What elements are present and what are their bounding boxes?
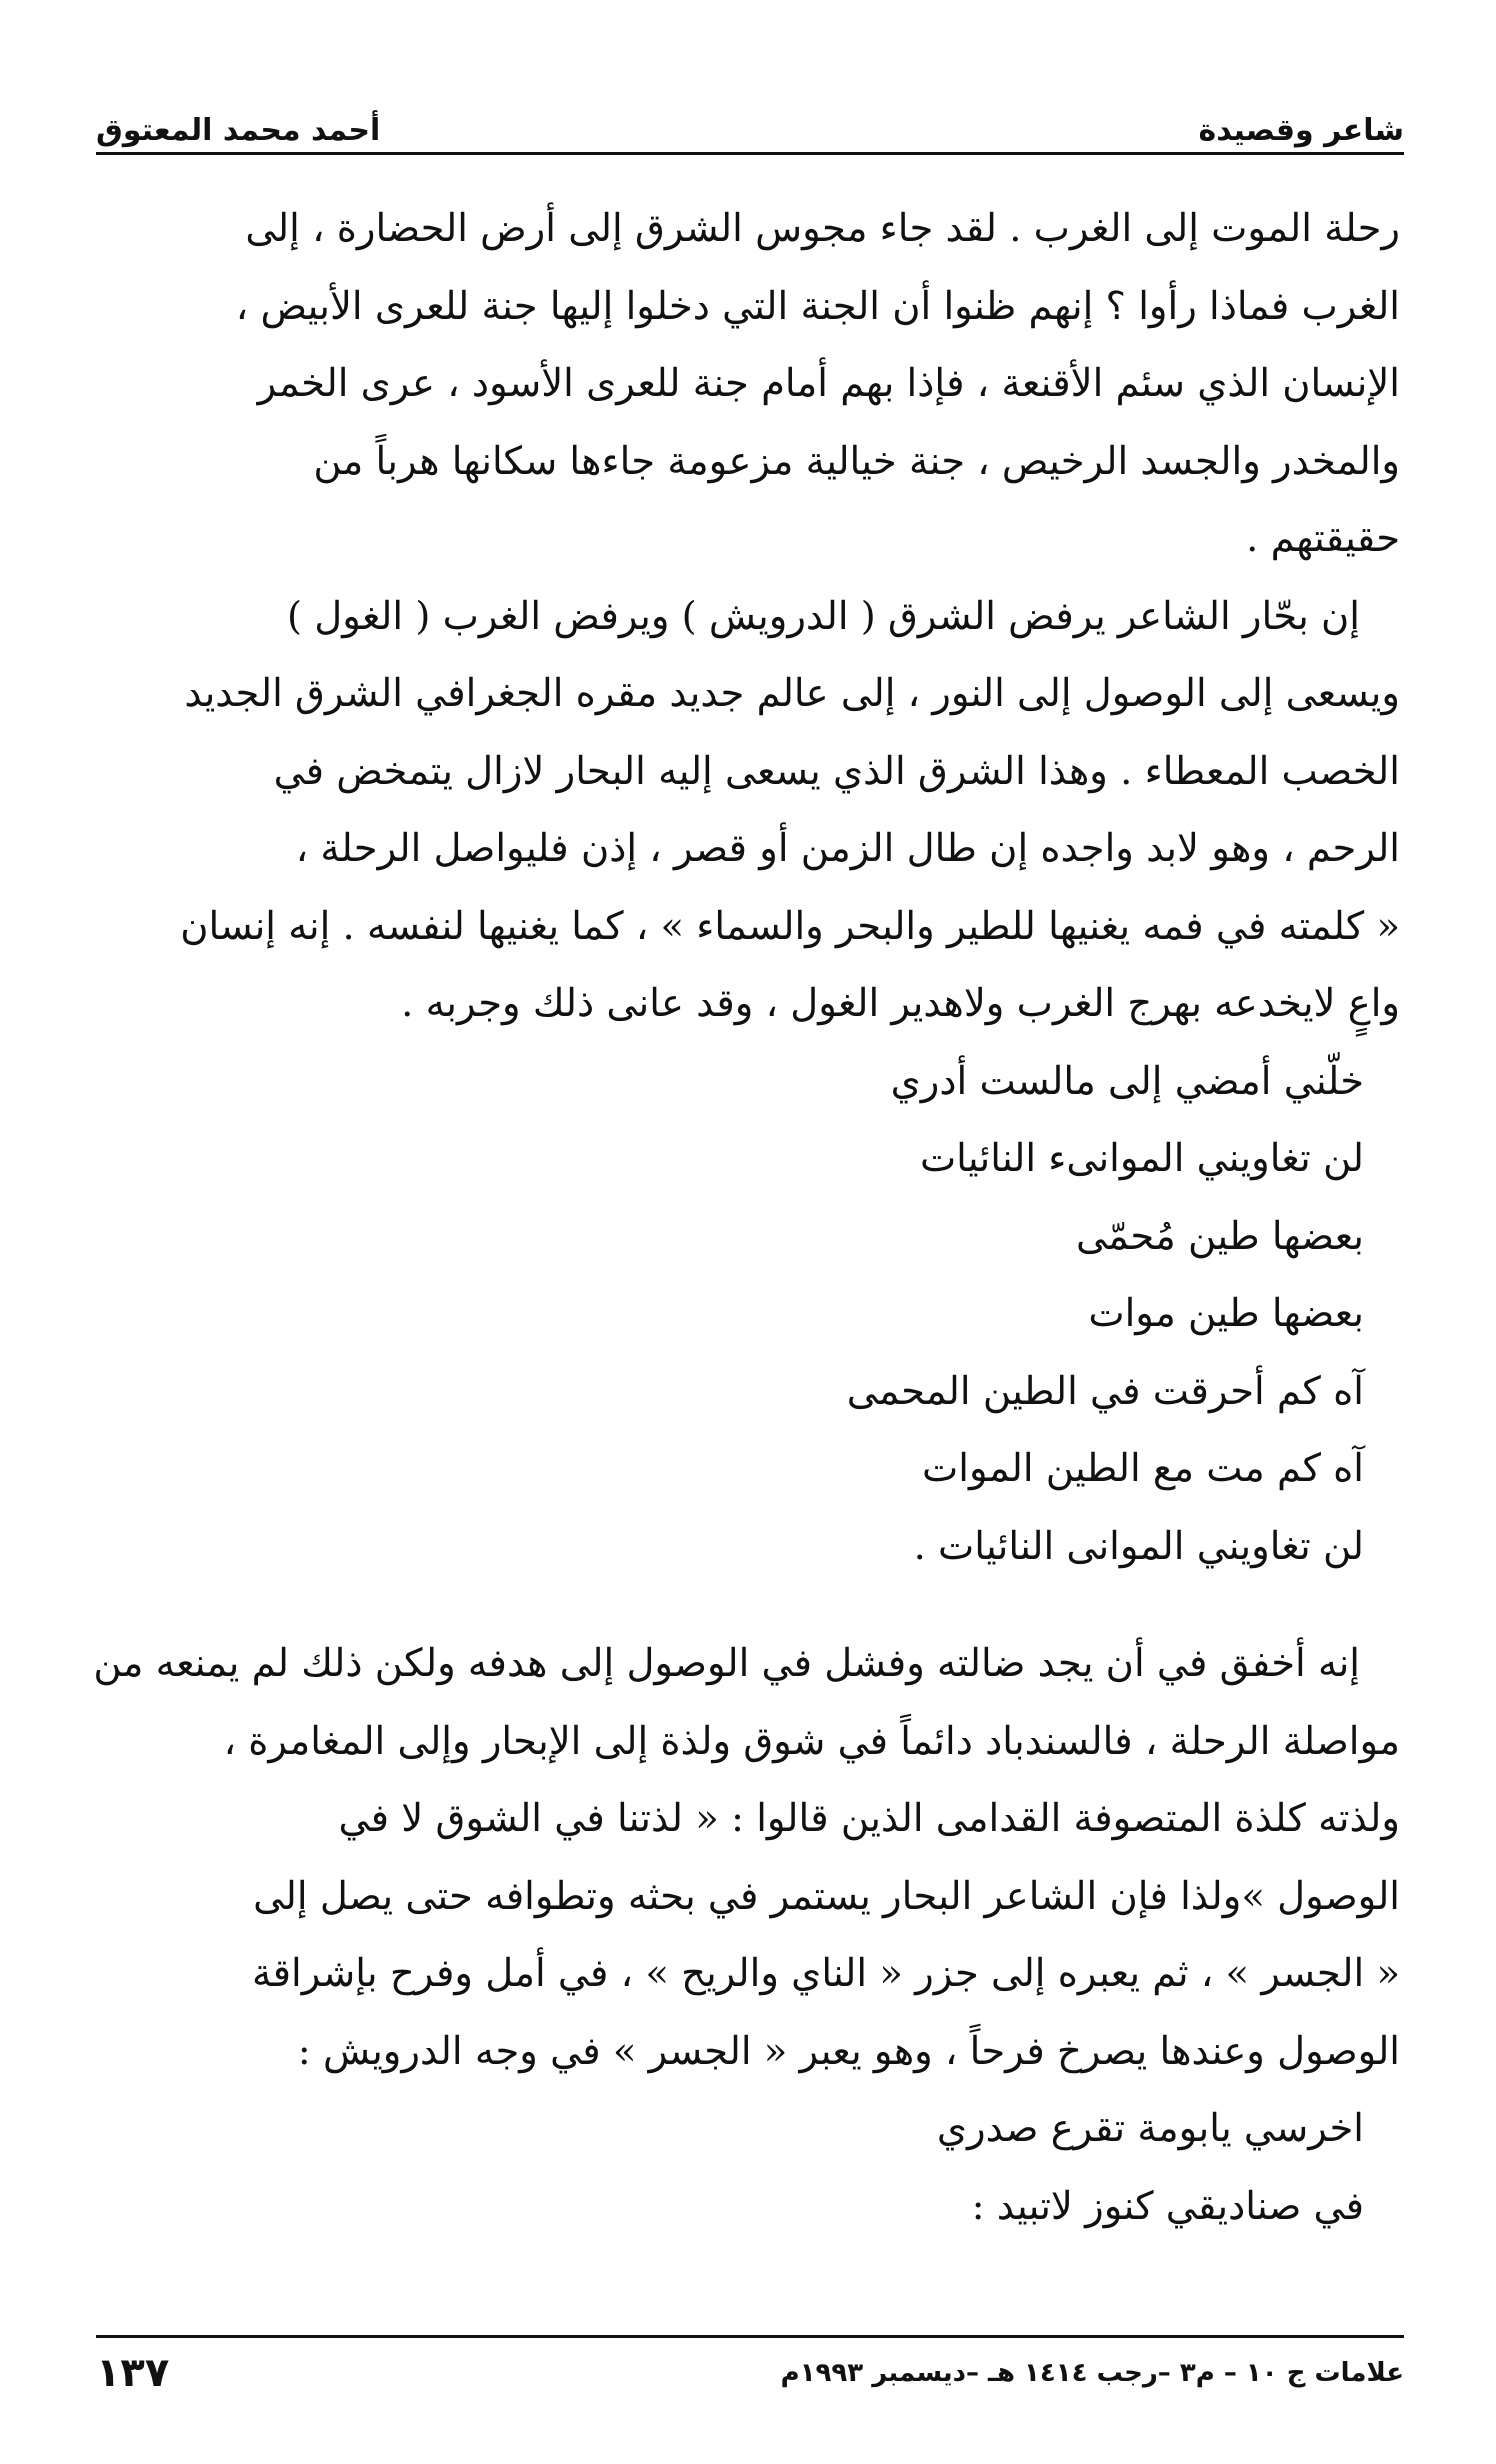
- text-line: حقيقتهم .: [1246, 516, 1400, 561]
- author-name: أحمد محمد المعتوق: [96, 113, 381, 148]
- header-rule: [96, 152, 1404, 155]
- verse-block-1: [100, 1043, 1400, 1586]
- text-line: « الجسر » ، ثم يعبره إلى جزر « الناي والريح » ، في أمل وفرح بإشراقة: [251, 1951, 1400, 1996]
- paragraph-2: [100, 578, 1400, 1043]
- verse-line: خلّني أمضي إلى مالست أدري: [890, 1058, 1364, 1104]
- spacer: [100, 1585, 1400, 1625]
- verse-block-2: [100, 2090, 1400, 2245]
- running-footer: [96, 2345, 1404, 2401]
- verse-line: اخرسي يابومة تقرع صدري: [936, 2106, 1364, 2151]
- footer-rule: [96, 2335, 1404, 2338]
- text-line: الوصول وعندها يصرخ فرحاً ، وهو يعبر « الجسر » في وجه الدرويش :: [297, 2028, 1400, 2074]
- body-text: [93, 190, 1400, 2245]
- verse-line: آه كم أحرقت في الطين المحمى: [846, 1368, 1364, 1414]
- paragraph-3: [93, 1625, 1400, 2090]
- verse-line: لن تغاويني الموانى النائيات .: [913, 1523, 1364, 1569]
- text-line: مواصلة الرحلة ، فالسندباد دائماً في شوق ولذة إلى الإبحار وإلى المغامرة ،: [223, 1718, 1400, 1764]
- text-line: الإنسان الذي سئم الأقنعة ، فإذا بهم أمام جنة للعرى الأسود ، عرى الخمر: [257, 361, 1400, 406]
- text-line: واعٍ لايخدعه بهرج الغرب ولاهدير الغول ، وقد عانى ذلك وجربه .: [401, 981, 1400, 1026]
- text-line: ويسعى إلى الوصول إلى النور ، إلى عالم جديد مقره الجغرافي الشرق الجديد: [184, 671, 1400, 716]
- verse-line: بعضها طين مُحمّى: [1075, 1213, 1364, 1259]
- verse-line: في صناديقي كنوز لاتبيد :: [971, 2183, 1364, 2229]
- issue-info: علامات ج ١٠ – م٣ –رجب ١٤١٤ هـ –ديسمبر ١٩٩٣م: [780, 2358, 1404, 2388]
- text-line: الخصب المعطاء . وهذا الشرق الذي يسعى إليه البحار لازال يتمخض في: [273, 748, 1400, 794]
- text-line: إن بحّار الشاعر يرفض الشرق ( الدرويش ) ويرفض الغرب ( الغول ): [286, 593, 1360, 639]
- text-line: رحلة الموت إلى الغرب . لقد جاء مجوس الشرق إلى أرض الحضارة ، إلى: [245, 206, 1400, 251]
- text-line: الغرب فماذا رأوا ؟ إنهم ظنوا أن الجنة التي دخلوا إليها جنة للعرى الأبيض ،: [235, 283, 1400, 329]
- text-line: والمخدر والجسد الرخيص ، جنة خيالية مزعومة جاءها سكانها هرباً من: [313, 438, 1400, 484]
- page-number: ١٣٧: [96, 2350, 170, 2396]
- running-header: [96, 88, 1404, 148]
- section-title: شاعر وقصيدة: [1198, 113, 1404, 148]
- text-line: إنه أخفق في أن يجد ضالته وفشل في الوصول إلى هدفه ولكن ذلك لم يمنعه من: [93, 1641, 1360, 1686]
- verse-line: بعضها طين موات: [1088, 1291, 1364, 1336]
- text-line: ولذته كلذة المتصوفة القدامى الذين قالوا : « لذتنا في الشوق لا في: [338, 1796, 1400, 1841]
- verse-line: لن تغاويني الموانىء النائيات: [919, 1136, 1364, 1181]
- text-line: الرحم ، وهو لابد واجده إن طال الزمن أو قصر ، إذن فليواصل الرحلة ،: [295, 826, 1400, 871]
- text-line: « كلمته في فمه يغنيها للطير والبحر والسماء » ، كما يغنيها لنفسه . إنه إنسان: [180, 903, 1400, 949]
- text-line: الوصول »ولذا فإن الشاعر البحار يستمر في بحثه وتطوافه حتى يصل إلى: [253, 1873, 1400, 1919]
- paragraph-1: [100, 190, 1400, 578]
- verse-line: آه كم مت مع الطين الموات: [922, 1446, 1364, 1491]
